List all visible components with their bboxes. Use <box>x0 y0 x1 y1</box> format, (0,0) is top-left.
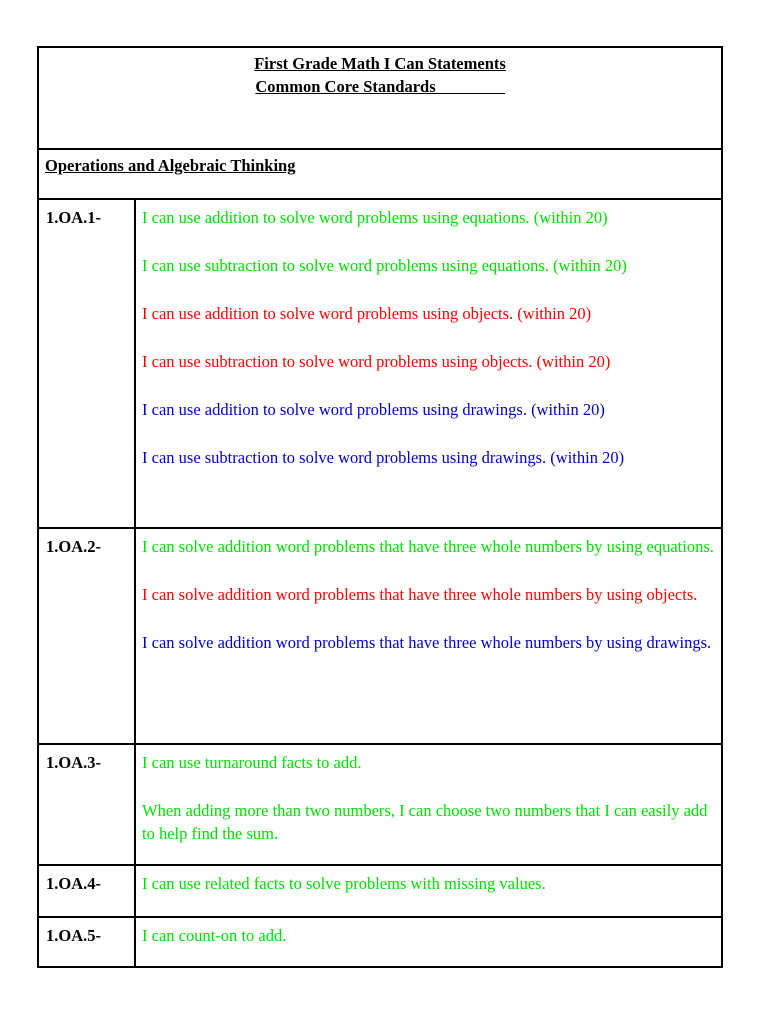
statement: I can use subtraction to solve word problems using equations. (within 20) <box>142 256 627 275</box>
title-row <box>38 47 722 149</box>
standard-code: 1.OA.2- <box>38 528 135 744</box>
standard-code: 1.OA.1- <box>38 199 135 528</box>
statement: I can use subtraction to solve word problems using drawings. (within 20) <box>142 448 625 467</box>
statements-cell <box>135 917 722 967</box>
standard-row-1oa1 <box>38 199 722 528</box>
document-subtitle: Common Core Standards <box>255 77 436 96</box>
statement: I can solve addition word problems that have three whole numbers by using objects. <box>142 585 698 604</box>
standard-code: 1.OA.4- <box>38 865 135 917</box>
statements-cell <box>135 528 722 744</box>
statement: I can use addition to solve word problems using equations. (within 20) <box>142 208 608 227</box>
statements-cell <box>135 865 722 917</box>
statement: I can count-on to add. <box>142 926 287 945</box>
section-row <box>38 149 722 199</box>
standard-row-1oa4 <box>38 865 722 917</box>
statement: I can use turnaround facts to add. <box>142 753 362 772</box>
standard-row-1oa3 <box>38 744 722 865</box>
statement: I can use addition to solve word problems using objects. (within 20) <box>142 304 592 323</box>
statements-cell <box>135 744 722 865</box>
statements-cell <box>135 199 722 528</box>
standard-code: 1.OA.5- <box>38 917 135 967</box>
title-cell <box>38 47 722 149</box>
statement: I can use subtraction to solve word problems using objects. (within 20) <box>142 352 611 371</box>
underline-blank <box>435 75 505 94</box>
statement: I can use addition to solve word problems using drawings. (within 20) <box>142 400 605 419</box>
standard-row-1oa5 <box>38 917 722 967</box>
statement: I can solve addition word problems that have three whole numbers by using equations. <box>142 537 714 556</box>
statement: When adding more than two numbers, I can choose two numbers that I can easily add to help find the sum. <box>142 801 708 843</box>
section-heading: Operations and Algebraic Thinking <box>45 156 296 175</box>
standard-code: 1.OA.3- <box>38 744 135 865</box>
standard-row-1oa2 <box>38 528 722 744</box>
statement: I can solve addition word problems that have three whole numbers by using drawings. <box>142 633 712 652</box>
section-heading-cell <box>38 149 722 199</box>
statement: I can use related facts to solve problems with missing values. <box>142 874 546 893</box>
document-title: First Grade Math I Can Statements <box>254 54 506 73</box>
standards-table <box>37 46 723 968</box>
